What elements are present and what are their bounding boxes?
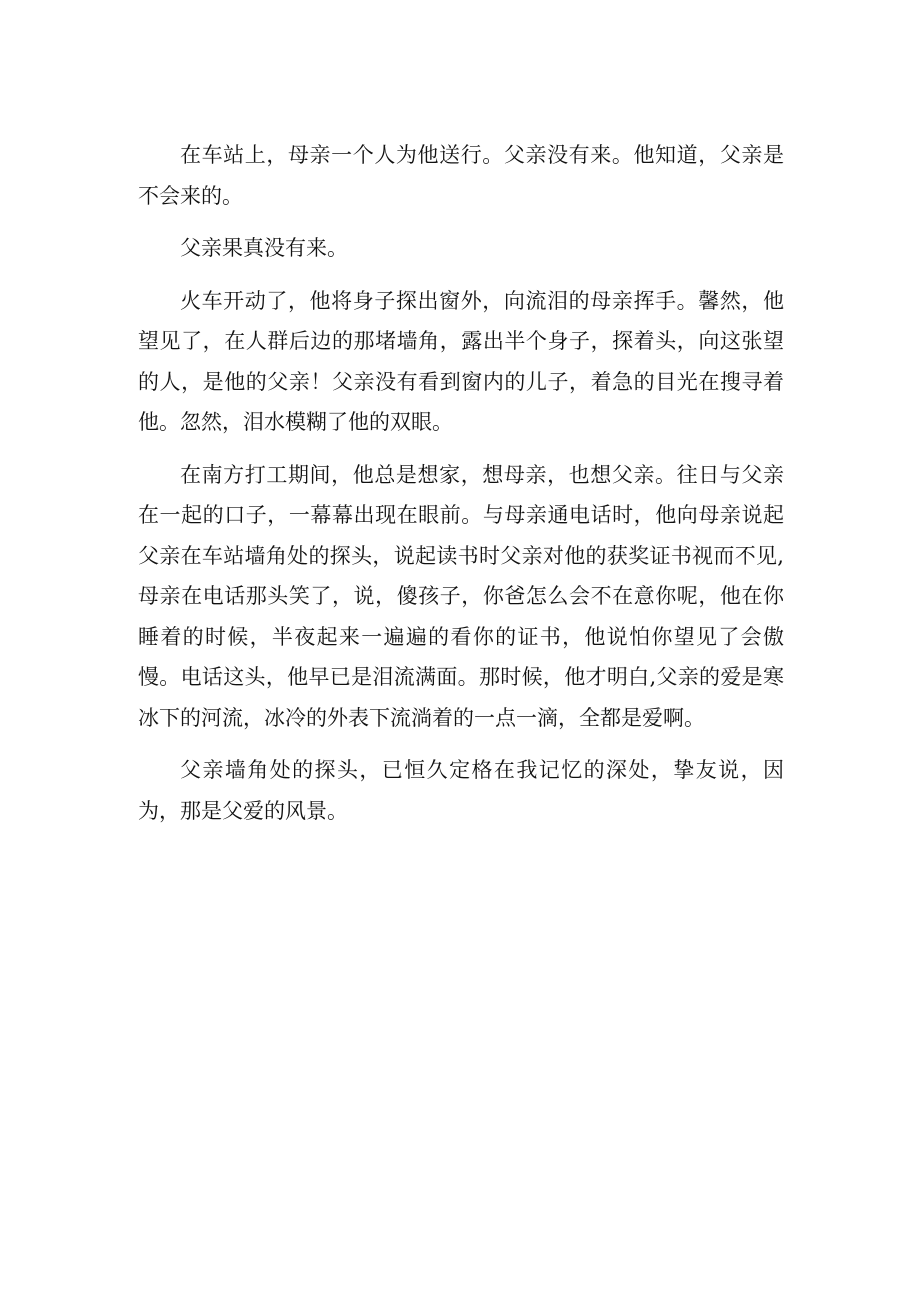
- paragraph-1: 在车站上，母亲一个人为他送行。父亲没有来。他知道，父亲是不会来的。: [138, 143, 784, 208]
- paragraph-5: 父亲墙角处的探头，已恒久定格在我记忆的深处，挚友说，因为，那是父爱的风景。: [138, 758, 784, 823]
- paragraph-2: 父亲果真没有来。: [180, 236, 348, 260]
- document-body: [138, 135, 784, 843]
- paragraph-4: 在南方打工期间，他总是想家，想母亲，也想父亲。往日与父亲在一起的口子，一幕幕出现在眼前。与母亲通电话时，他向母亲说起父亲在车站墙角处的探头，说起读书时父亲对他的获奖证书视而不见,母亲在电话那头笑了，说，傻孩子，你爸怎么会不在意你呢，他在你睡着的时候，半夜起来一遍遍的看你的证书，他说怕你望见了会傲慢。电话这头，他早已是泪流满面。那时候，他才明白,父亲的爱是寒冰下的河流，冰冷的外表下流淌着的一点一滴，全都是爱啊。: [138, 462, 784, 730]
- paragraph-3: 火车开动了，他将身子探出窗外，向流泪的母亲挥手。馨然，他望见了，在人群后边的那堵墙角，露出半个身子，探着头，向这张望的人，是他的父亲！父亲没有看到窗内的儿子，着急的目光在搜寻着他。忽然，泪水模糊了他的双眼。: [138, 288, 784, 434]
